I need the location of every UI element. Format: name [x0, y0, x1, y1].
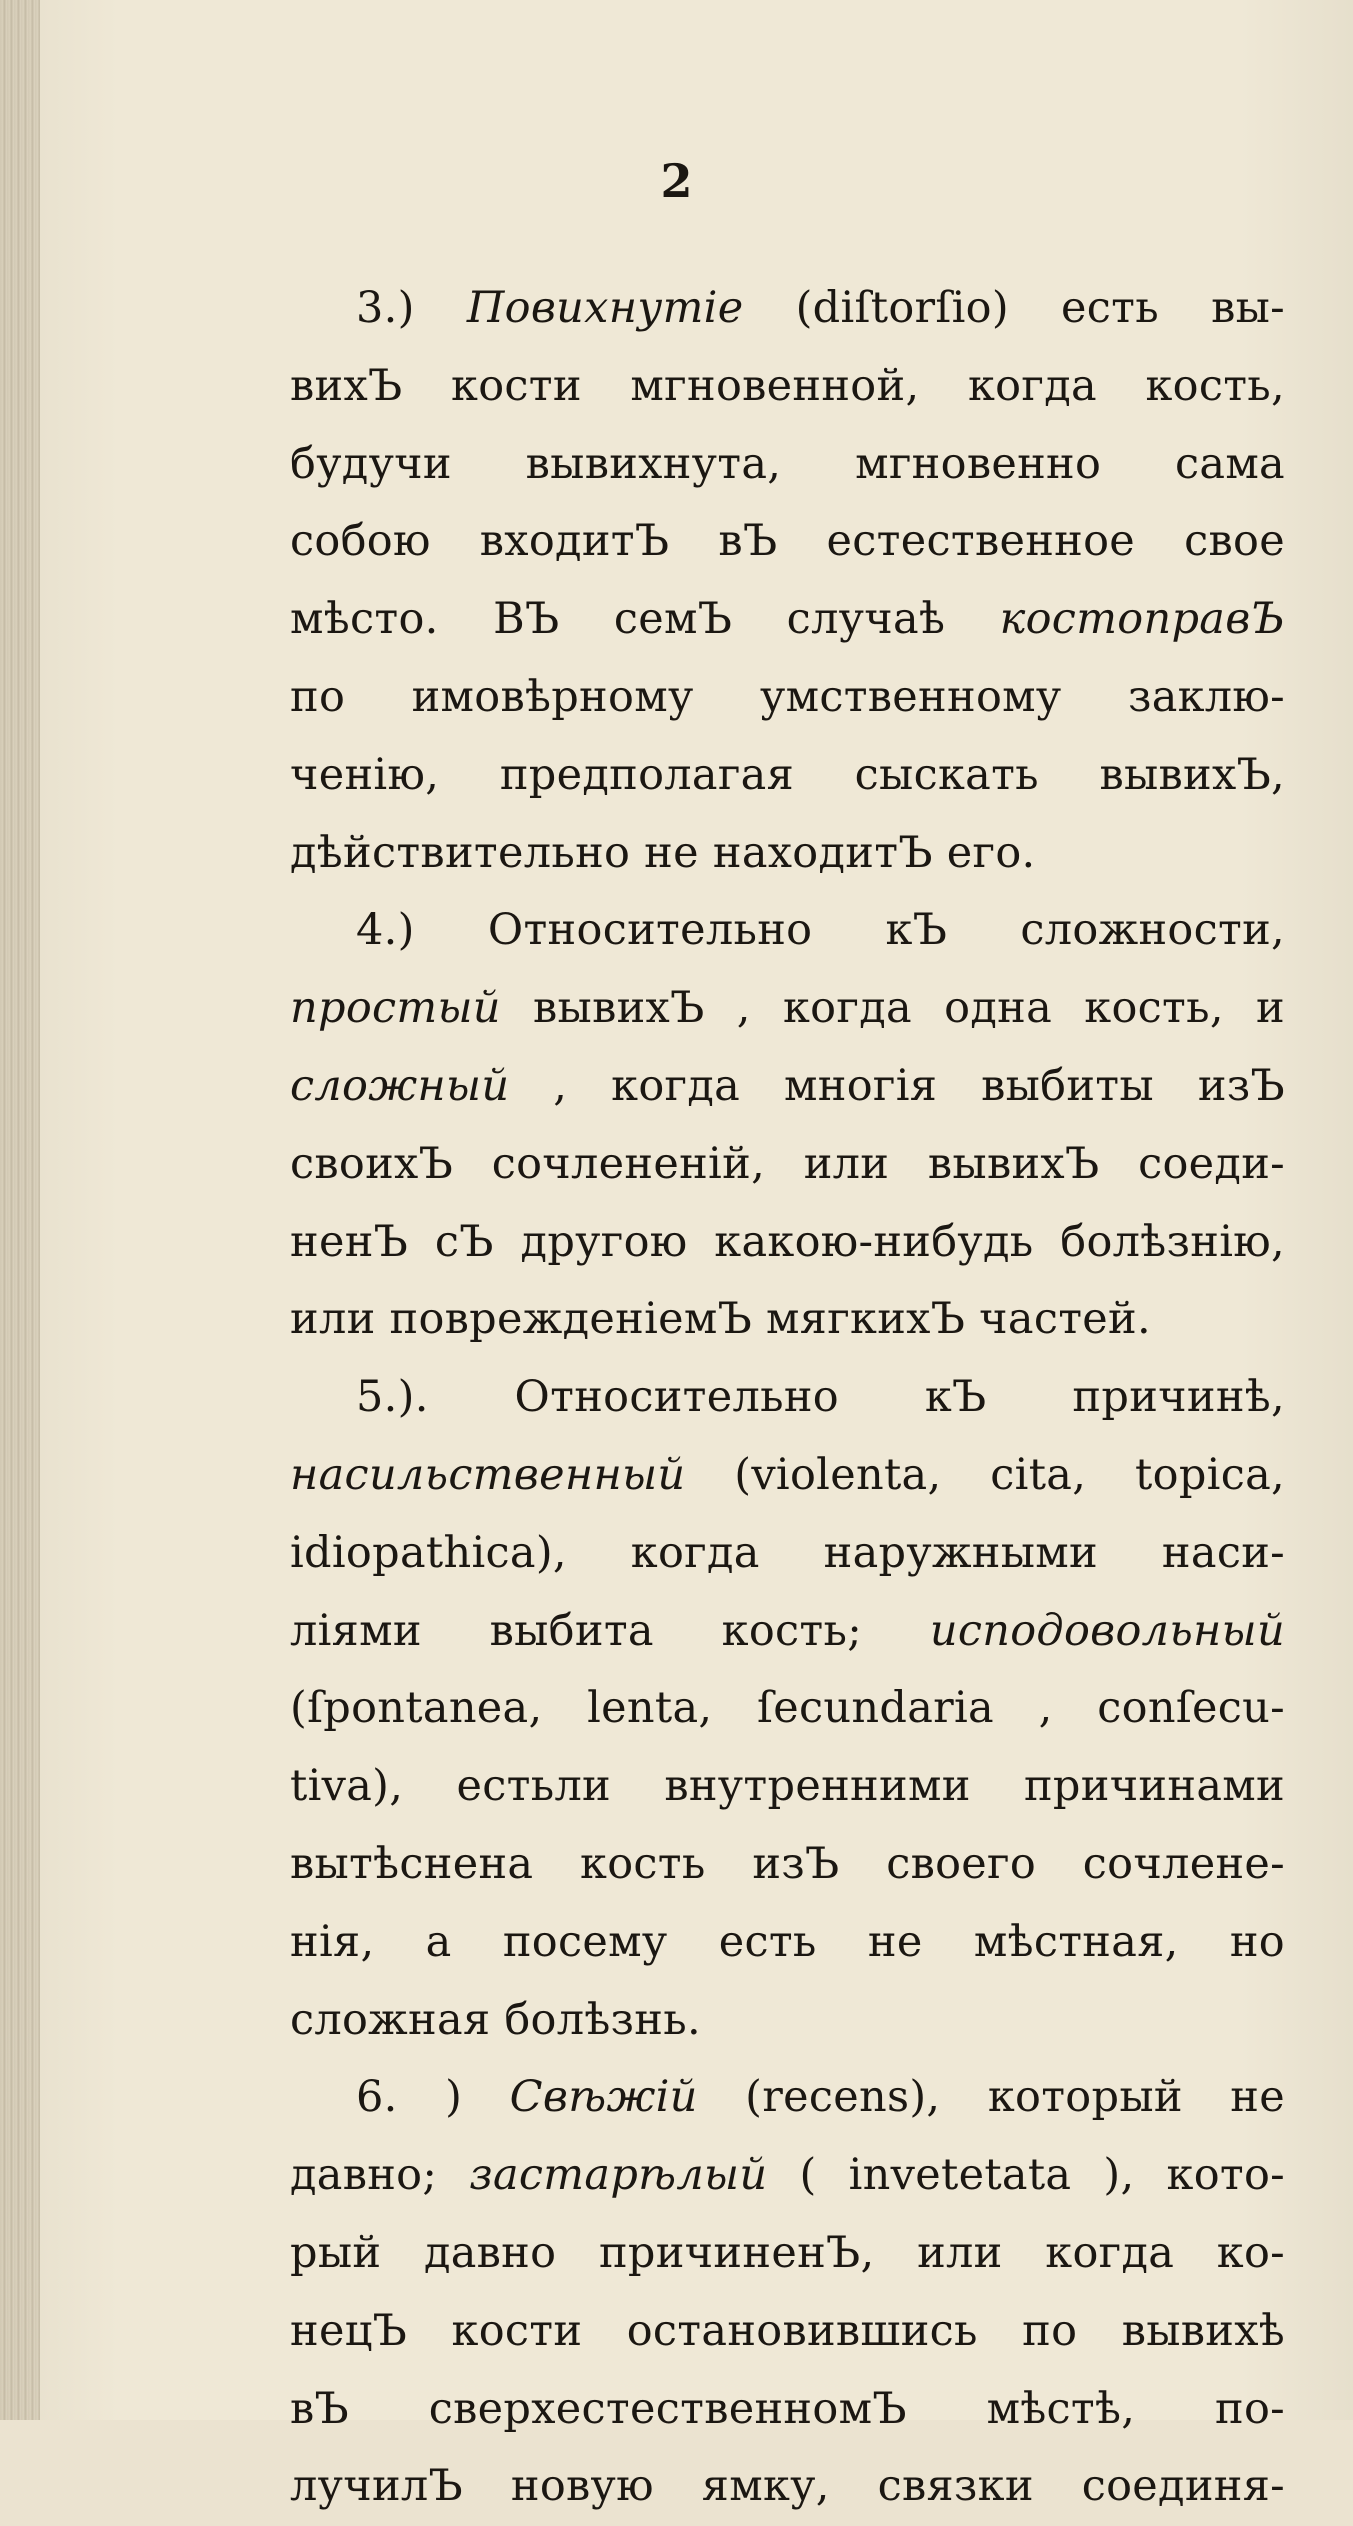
text-line [290, 1982, 1285, 2060]
text-line [290, 270, 1285, 348]
text-line [290, 2448, 1285, 2526]
text-segment: вЪ сверхестественномЪ мѣстѣ, по- [290, 2383, 1285, 2434]
text-segment: дѣйствительно не находитЪ его. [290, 827, 1036, 878]
text-segment: мѣсто. ВЪ семЪ случаѣ [290, 594, 1000, 645]
text-line [290, 659, 1285, 737]
text-line [290, 1826, 1285, 1904]
text-line [290, 1437, 1285, 1515]
text-segment: ліями выбита кость; [290, 1605, 930, 1656]
text-segment: ненЪ сЪ другою какою-нибудь болѣзнію, [290, 1216, 1285, 1267]
text-segment: сложная болѣзнь. [290, 1994, 701, 2045]
text-line [290, 2371, 1285, 2449]
text-line [290, 1904, 1285, 1982]
text-line [290, 2215, 1285, 2293]
text-segment: давно; [290, 2150, 470, 2201]
text-segment: нія, а посему есть не мѣстная, но [290, 1916, 1285, 1967]
text-segment: своихЪ сочлененій, или вывихЪ соеди- [290, 1138, 1285, 1189]
text-line [290, 348, 1285, 426]
italic-term: простый [290, 983, 501, 1034]
text-segment: 5.). Относительно кЪ причинѣ, [356, 1372, 1285, 1423]
italic-term: застарѣлый [469, 2150, 768, 2201]
text-segment: вихЪ кости мгновенной, когда кость, [290, 360, 1285, 411]
text-segment: tiva), естьли внутренними причинами [290, 1761, 1285, 1812]
text-segment: idiopathica), когда наружными наси- [290, 1527, 1285, 1578]
text-segment: ченію, предполагая сыскать вывихЪ, [290, 749, 1285, 800]
text-line [290, 426, 1285, 504]
text-line [290, 2137, 1285, 2215]
text-line [290, 1359, 1285, 1437]
text-segment: будучи вывихнута, мгновенно сама [290, 438, 1285, 489]
text-line [290, 1126, 1285, 1204]
text-segment: (diſtorſio) есть вы- [743, 283, 1285, 333]
text-segment: 6. ) [356, 2072, 510, 2123]
body-text [290, 270, 1285, 2526]
text-line [290, 1593, 1285, 1671]
text-line [290, 1048, 1285, 1126]
text-segment: 4.) Относительно кЪ сложности, [356, 905, 1285, 956]
text-line [290, 2059, 1285, 2137]
text-segment: вытѣснена кость изЪ своего сочлене- [290, 1838, 1285, 1889]
text-line [290, 2293, 1285, 2371]
text-line [290, 503, 1285, 581]
italic-term: Свѣжій [509, 2072, 698, 2123]
text-segment: (violenta, cita, topica, [685, 1449, 1285, 1500]
italic-term: исподовольный [929, 1605, 1285, 1656]
text-segment: (ſpontanea, lenta, ſecundaria , conſecu- [290, 1683, 1285, 1734]
text-line [290, 1670, 1285, 1748]
text-line [290, 815, 1285, 893]
italic-term: сложный [290, 1060, 510, 1111]
text-segment: по имовѣрному умственному заклю- [290, 671, 1285, 722]
text-line [290, 737, 1285, 815]
text-segment: (recens), который не [697, 2072, 1285, 2123]
page-number: 2 [660, 154, 693, 208]
text-segment: 3.) [356, 283, 467, 333]
text-segment: собою входитЪ вЪ естественное свое [290, 516, 1285, 567]
text-segment: вывихЪ , когда одна кость, и [500, 983, 1285, 1034]
text-segment: рый давно причиненЪ, или когда ко- [290, 2227, 1285, 2278]
text-line [290, 1204, 1285, 1282]
text-segment: лучилЪ новую ямку, связки соединя- [290, 2461, 1285, 2512]
italic-term: Повихнутіе [466, 283, 744, 333]
text-line [290, 1515, 1285, 1593]
text-segment: нецЪ кости остановившись по вывихѣ [290, 2305, 1285, 2356]
text-line [290, 1748, 1285, 1826]
text-segment: или поврежденіемЪ мягкихЪ частей. [290, 1294, 1151, 1345]
text-line [290, 892, 1285, 970]
text-line [290, 970, 1285, 1048]
italic-term: костоправЪ [999, 594, 1285, 645]
book-gutter [0, 0, 40, 2420]
text-line [290, 581, 1285, 659]
text-segment: , когда многія выбиты изЪ [509, 1060, 1285, 1111]
text-segment: ( invetetata ), кото- [767, 2150, 1285, 2201]
text-line [290, 1281, 1285, 1359]
italic-term: насильственный [290, 1449, 686, 1500]
